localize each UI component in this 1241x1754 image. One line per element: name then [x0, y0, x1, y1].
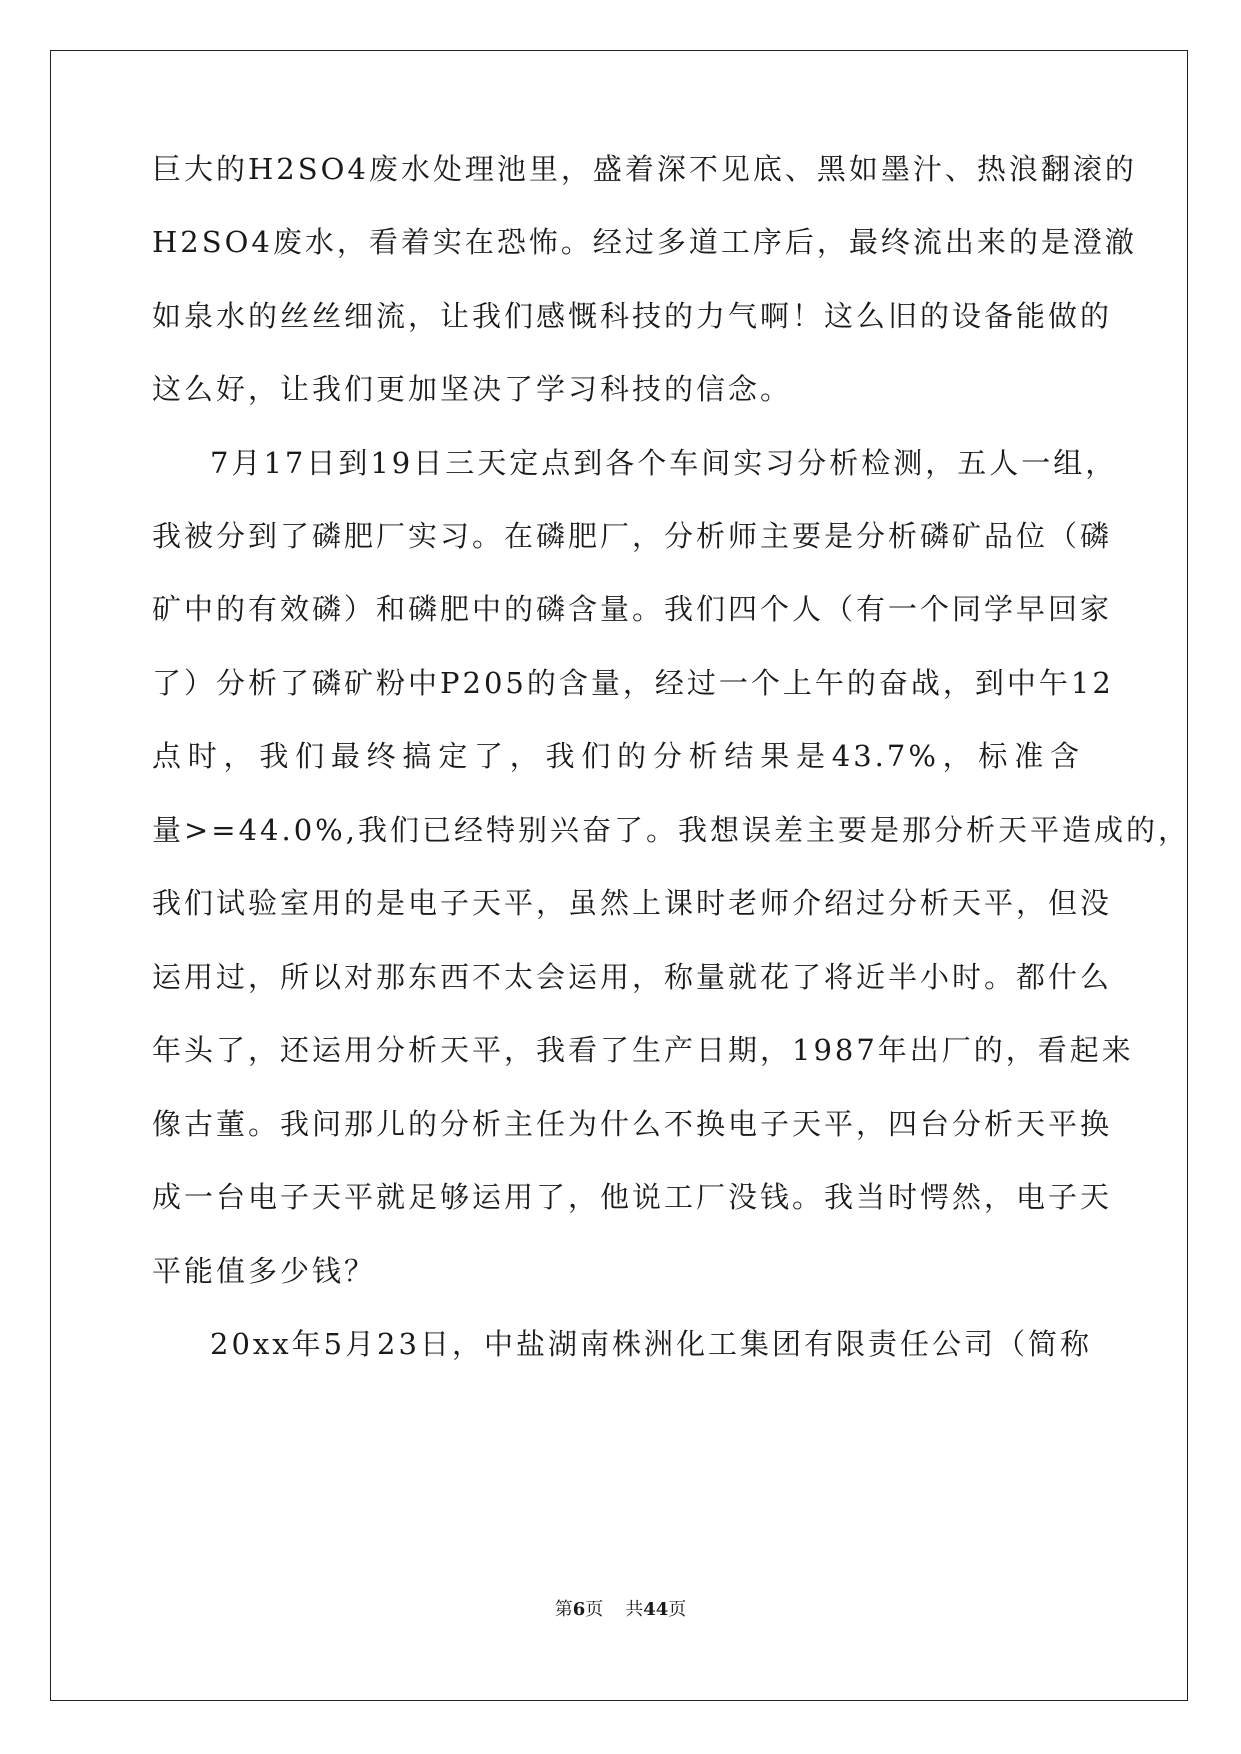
page-number: 6: [572, 1599, 586, 1620]
total-suffix: 页: [668, 1599, 687, 1620]
text-line: 年头了，还运用分析天平，我看了生产日期，1987年出厂的，看起来: [152, 1033, 1134, 1067]
text-line: 成一台电子天平就足够运用了，他说工厂没钱。我当时愕然，电子天: [152, 1180, 1113, 1214]
text-line: 了）分析了磷矿粉中P205的含量，经过一个上午的奋战，到中午12: [152, 666, 1114, 700]
text-line: 运用过，所以对那东西不太会运用，称量就花了将近半小时。都什么: [152, 960, 1113, 994]
text-line: H2SO4废水，看着实在恐怖。经过多道工序后，最终流出来的是澄澈: [152, 225, 1137, 259]
text-line: 7月17日到19日三天定点到各个车间实习分析检测，五人一组，: [210, 446, 1118, 480]
text-line: 矿中的有效磷）和磷肥中的磷含量。我们四个人（有一个同学早回家: [152, 592, 1113, 626]
text-line: 我们试验室用的是电子天平，虽然上课时老师介绍过分析天平，但没: [152, 886, 1113, 920]
total-prefix: 共: [625, 1599, 644, 1620]
text-line: 这么好，让我们更加坚决了学习科技的信念。: [152, 372, 793, 406]
page-prefix: 第: [554, 1599, 573, 1620]
total-pages: 44: [643, 1599, 669, 1620]
text-line: 点时，我们最终搞定了，我们的分析结果是43.7%，标准含: [152, 739, 1082, 773]
text-line: 20xx年5月23日，中盐湖南株洲化工集团有限责任公司（简称: [210, 1327, 1092, 1361]
text-line: 量>=44.0%,我们已经特别兴奋了。我想误差主要是那分析天平造成的，: [152, 813, 1190, 847]
page-footer: [0, 1598, 1241, 1622]
text-line: 像古董。我问那儿的分析主任为什么不换电子天平，四台分析天平换: [152, 1107, 1113, 1141]
text-line: 巨大的H2SO4废水处理池里，盛着深不见底、黑如墨汁、热浪翻滚的: [152, 152, 1137, 186]
text-line: 我被分到了磷肥厂实习。在磷肥厂，分析师主要是分析磷矿品位（磷: [152, 519, 1113, 553]
text-line: 平能值多少钱？: [152, 1254, 377, 1288]
page-suffix: 页: [585, 1599, 604, 1620]
text-line: 如泉水的丝丝细流，让我们感慨科技的力气啊！这么旧的设备能做的: [152, 299, 1113, 333]
